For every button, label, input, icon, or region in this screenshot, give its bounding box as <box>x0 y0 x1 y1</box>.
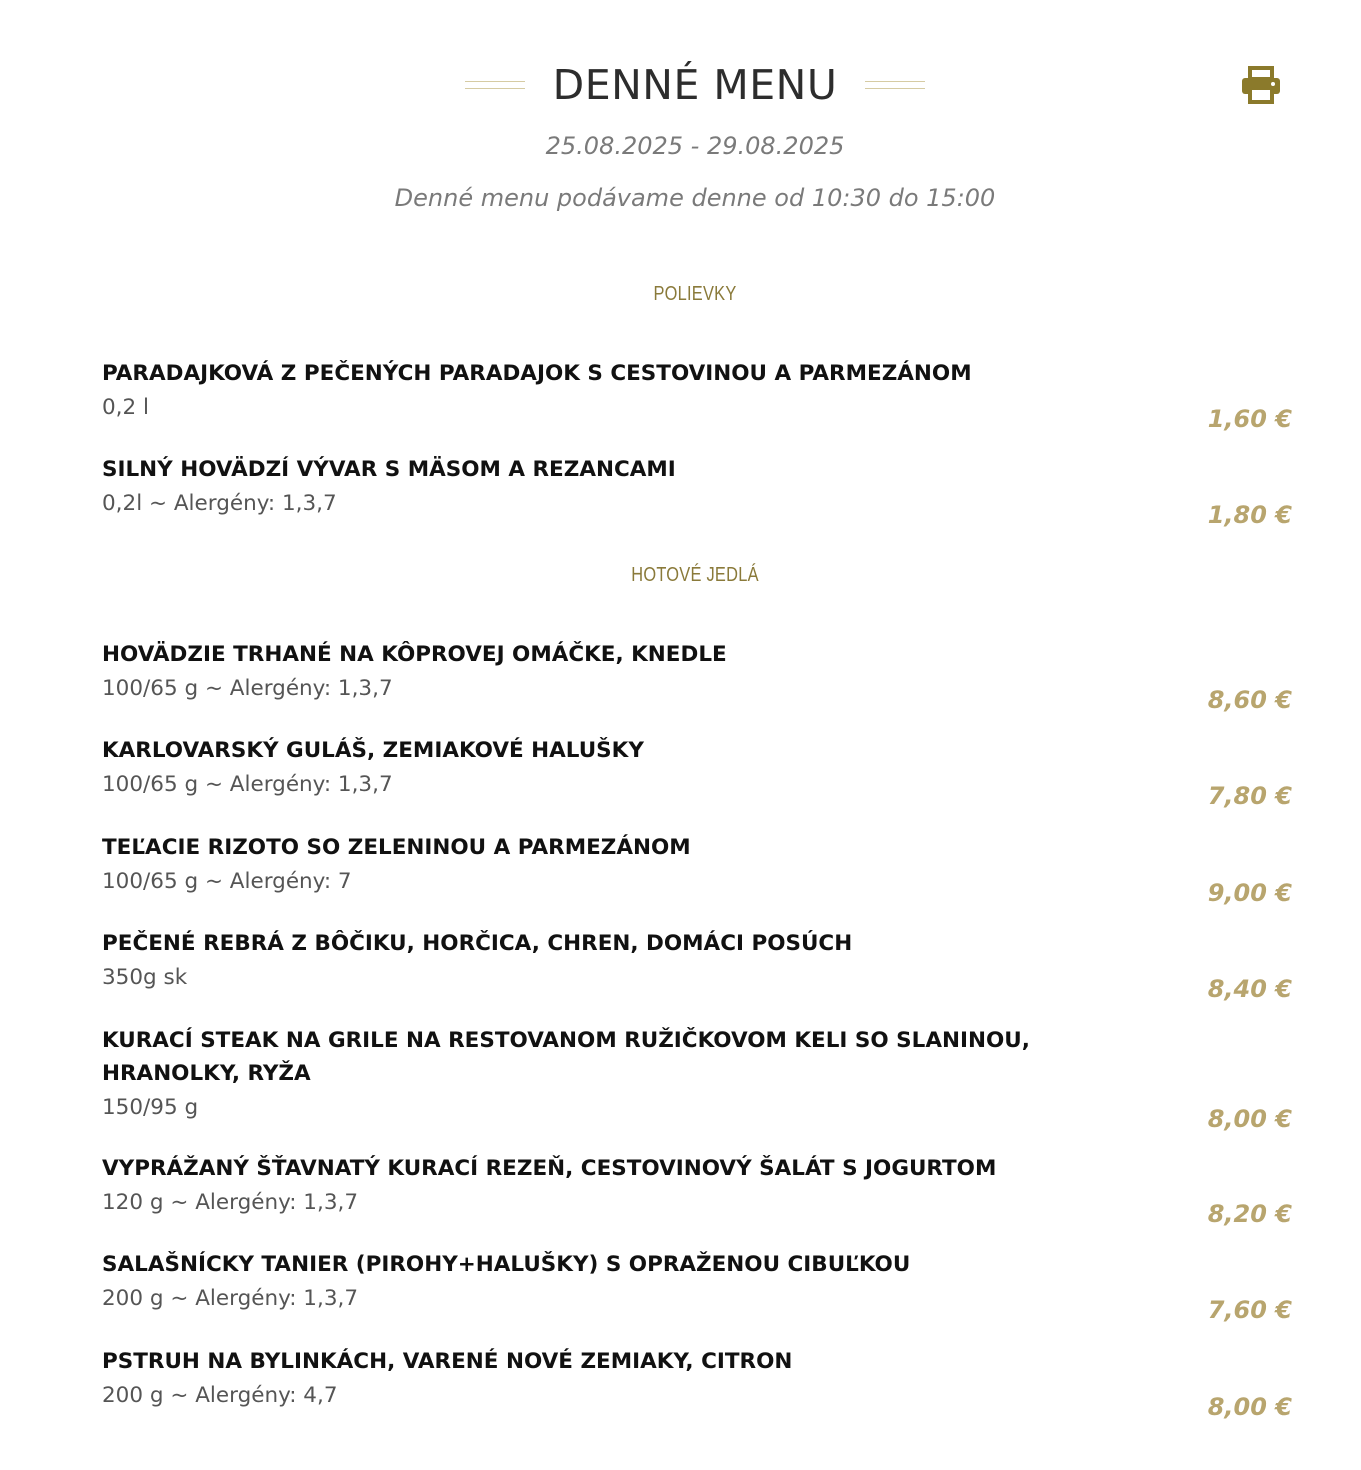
title-decoration-right <box>865 81 925 89</box>
menu-item <box>102 831 1292 907</box>
item-name: PSTRUH NA BYLINKÁCH, VARENÉ NOVÉ ZEMIAKY, CITRON <box>102 1349 793 1374</box>
item-detail: 150/95 g <box>102 1095 199 1120</box>
item-name: HOVÄDZIE TRHANÉ NA KÔPROVEJ OMÁČKE, KNEDLE <box>102 642 727 667</box>
item-price: 1,80 € <box>1207 501 1292 529</box>
menu-header <box>0 55 1361 115</box>
menu-item <box>102 453 1292 529</box>
item-detail: 200 g ~ Alergény: 4,7 <box>102 1383 338 1408</box>
menu-item <box>102 734 1292 810</box>
item-price: 8,40 € <box>1207 975 1292 1003</box>
title-decoration-left <box>465 81 525 89</box>
item-detail: 100/65 g ~ Alergény: 7 <box>102 869 352 894</box>
item-detail: 0,2 l <box>102 395 149 420</box>
item-name: VYPRÁŽANÝ ŠŤAVNATÝ KURACÍ REZEŇ, CESTOVINOVÝ ŠALÁT S JOGURTOM <box>102 1156 997 1181</box>
item-name: PEČENÉ REBRÁ Z BÔČIKU, HORČICA, CHREN, DOMÁCI POSÚCH <box>102 931 853 956</box>
print-icon[interactable] <box>1240 66 1282 104</box>
item-name: KARLOVARSKÝ GULÁŠ, ZEMIAKOVÉ HALUŠKY <box>102 738 644 763</box>
menu-item <box>102 927 1292 1003</box>
item-detail: 120 g ~ Alergény: 1,3,7 <box>102 1190 359 1215</box>
item-price: 1,60 € <box>1207 405 1292 433</box>
section-title-polievky: POLIEVKY <box>653 283 737 305</box>
page-title: DENNÉ MENU <box>552 61 838 109</box>
item-name: KURACÍ STEAK NA GRILE NA RESTOVANOM RUŽIČKOVOM KELI SO SLANINOU, HRANOLKY, RYŽA <box>102 1028 1030 1086</box>
menu-item <box>102 638 1292 714</box>
item-detail: 200 g ~ Alergény: 1,3,7 <box>102 1286 359 1311</box>
menu-item <box>102 1345 1292 1421</box>
item-price: 8,20 € <box>1207 1200 1292 1228</box>
menu-item <box>102 1152 1292 1228</box>
date-range: 25.08.2025 - 29.08.2025 <box>545 132 845 160</box>
item-detail: 100/65 g ~ Alergény: 1,3,7 <box>102 676 393 701</box>
item-price: 7,60 € <box>1207 1296 1292 1324</box>
item-price: 8,00 € <box>1207 1393 1292 1421</box>
menu-item <box>102 357 1292 433</box>
item-price: 8,60 € <box>1207 686 1292 714</box>
item-price: 7,80 € <box>1207 782 1292 810</box>
item-detail: 0,2l ~ Alergény: 1,3,7 <box>102 491 337 516</box>
item-price: 8,00 € <box>1207 1105 1292 1133</box>
menu-item <box>102 1248 1292 1324</box>
item-detail: 100/65 g ~ Alergény: 1,3,7 <box>102 772 393 797</box>
item-name: SILNÝ HOVÄDZÍ VÝVAR S MÄSOM A REZANCAMI <box>102 457 676 482</box>
item-name: TEĽACIE RIZOTO SO ZELENINOU A PARMEZÁNOM <box>102 835 691 860</box>
menu-item <box>102 1024 1292 1133</box>
section-title-hotove-jedla: HOTOVÉ JEDLÁ <box>631 564 759 586</box>
service-hours-note: Denné menu podávame denne od 10:30 do 15:00 <box>394 184 996 212</box>
item-name: PARADAJKOVÁ Z PEČENÝCH PARADAJOK S CESTOVINOU A PARMEZÁNOM <box>102 361 972 386</box>
item-detail: 350g sk <box>102 965 188 990</box>
item-name: SALAŠNÍCKY TANIER (PIROHY+HALUŠKY) S OPRAŽENOU CIBUĽKOU <box>102 1252 911 1277</box>
item-price: 9,00 € <box>1207 879 1292 907</box>
